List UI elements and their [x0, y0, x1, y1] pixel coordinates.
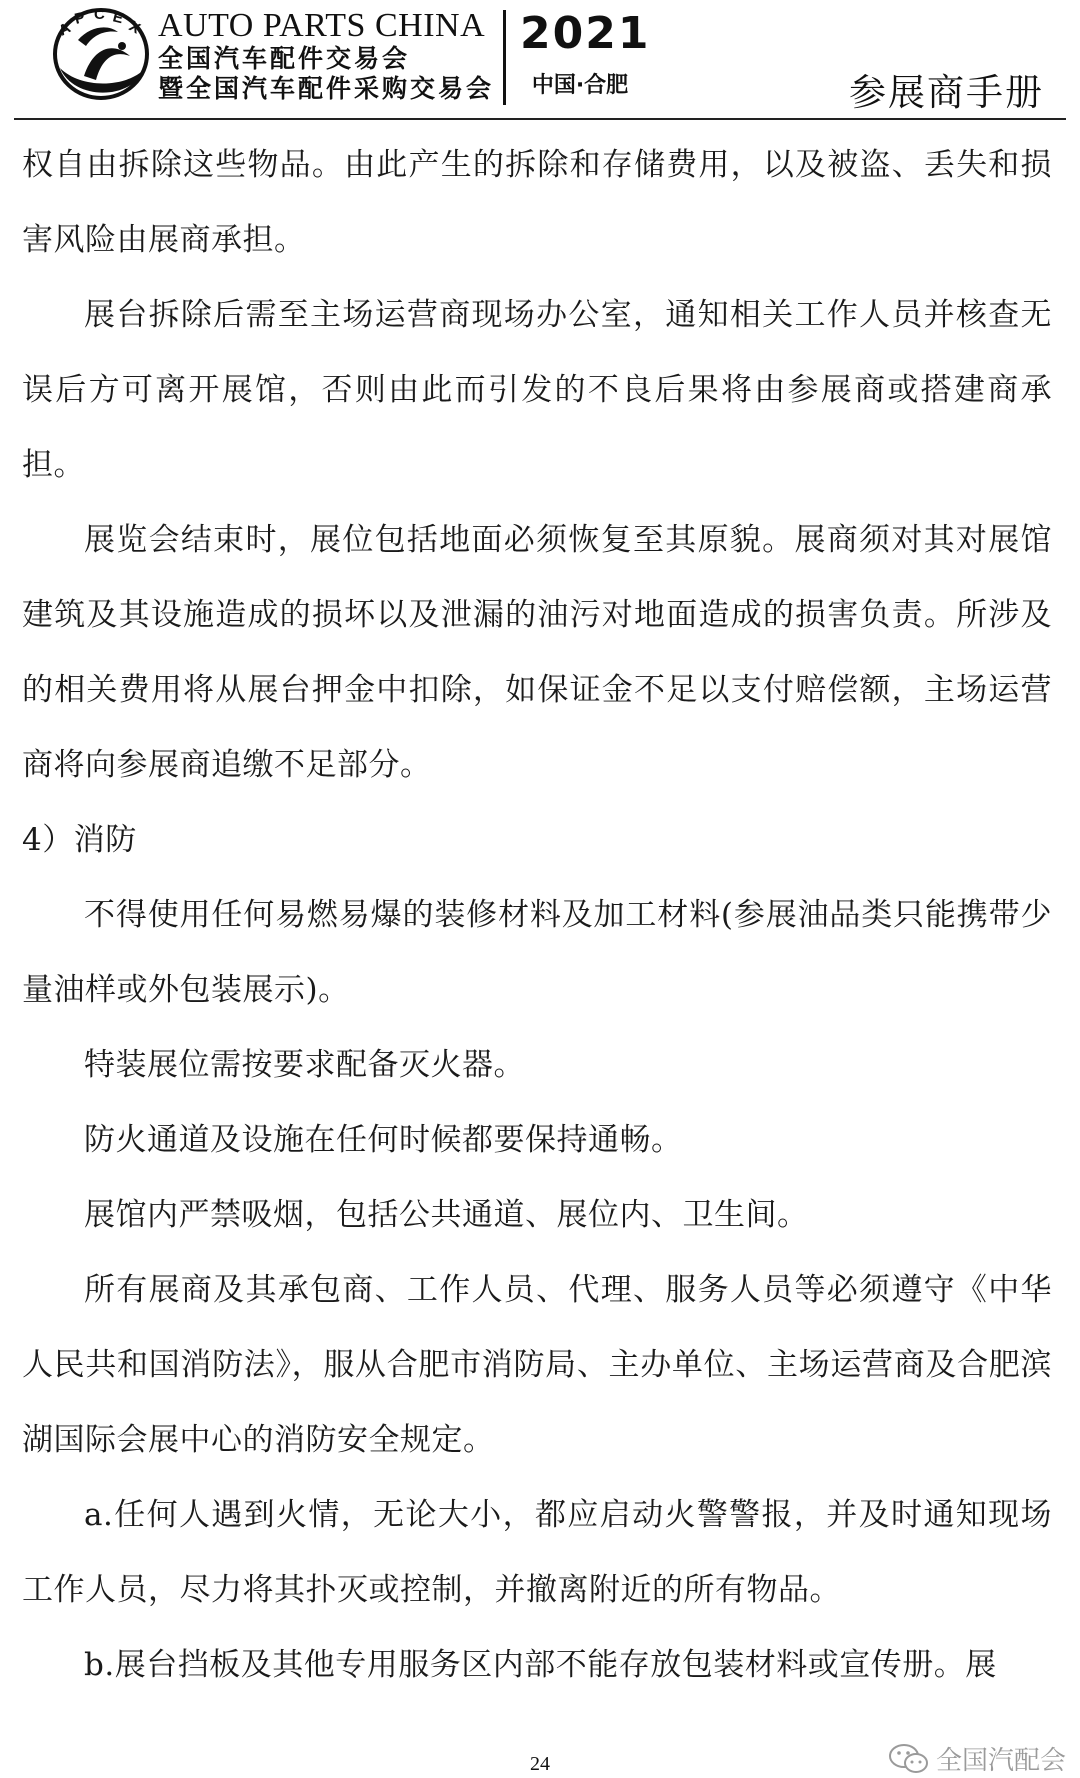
list-item: a.任何人遇到火情，无论大小，都应启动火警警报，并及时通知现场工作人员，尽力将其扑灭或控制，并撤离附近的所有物品。 [22, 1497, 1052, 1608]
apcex-logo [44, 6, 162, 106]
event-location: 中国·合肥 [531, 73, 629, 98]
wechat-icon [888, 1743, 930, 1775]
brand-chinese-subtitle: 暨全国汽车配件采购交易会 [158, 74, 495, 103]
header-rule [14, 118, 1066, 120]
svg-text:A: A [55, 19, 74, 40]
brand-block [158, 8, 498, 104]
document-title: 参展商手册 [849, 71, 1044, 114]
page-body [22, 128, 1052, 1703]
header-divider [503, 10, 506, 105]
event-year: 2021 [520, 8, 651, 59]
brand-chinese-name: 全国汽车配件交易会 [158, 44, 411, 73]
svg-text:X: X [126, 17, 144, 38]
list-item: b.展台挡板及其他专用服务区内部不能存放包装材料或宣传册。展 [84, 1647, 997, 1683]
watermark [888, 1740, 1066, 1777]
section-heading: 4）消防 [22, 822, 137, 858]
paragraph: 不得使用任何易燃易爆的装修材料及加工材料(参展油品类只能携带少量油样或外包装展示)。 [22, 897, 1052, 1008]
svg-text:P: P [72, 8, 87, 28]
paragraph: 权自由拆除这些物品。由此产生的拆除和存储费用，以及被盗、丢失和损害风险由展商承担。 [22, 147, 1052, 258]
page-number: 24 [530, 1753, 550, 1775]
paragraph: 展台拆除后需至主场运营商现场办公室，通知相关工作人员并核查无误后方可离开展馆，否则由此而引发的不良后果将由参展商或搭建商承担。 [22, 297, 1052, 483]
brand-english-name: AUTO PARTS CHINA [158, 7, 486, 44]
watermark-text: 全国汽配会 [935, 1746, 1066, 1776]
page-header [0, 0, 1080, 125]
paragraph: 防火通道及设施在任何时候都要保持通畅。 [84, 1122, 683, 1158]
svg-text:C: C [94, 6, 105, 23]
paragraph: 所有展商及其承包商、工作人员、代理、服务人员等必须遵守《中华人民共和国消防法》，服从合肥市消防局、主办单位、主场运营商及合肥滨湖国际会展中心的消防安全规定。 [22, 1272, 1052, 1458]
paragraph: 特装展位需按要求配备灭火器。 [84, 1047, 525, 1083]
paragraph: 展馆内严禁吸烟，包括公共通道、展位内、卫生间。 [84, 1197, 809, 1233]
svg-text:E: E [111, 8, 125, 28]
paragraph: 展览会结束时，展位包括地面必须恢复至其原貌。展商须对其对展馆建筑及其设施造成的损坏以及泄漏的油污对地面造成的损害负责。所涉及的相关费用将从展台押金中扣除，如保证金不足以支付赔偿额，主场运营商将向参展商追缴不足部分。 [22, 522, 1052, 783]
